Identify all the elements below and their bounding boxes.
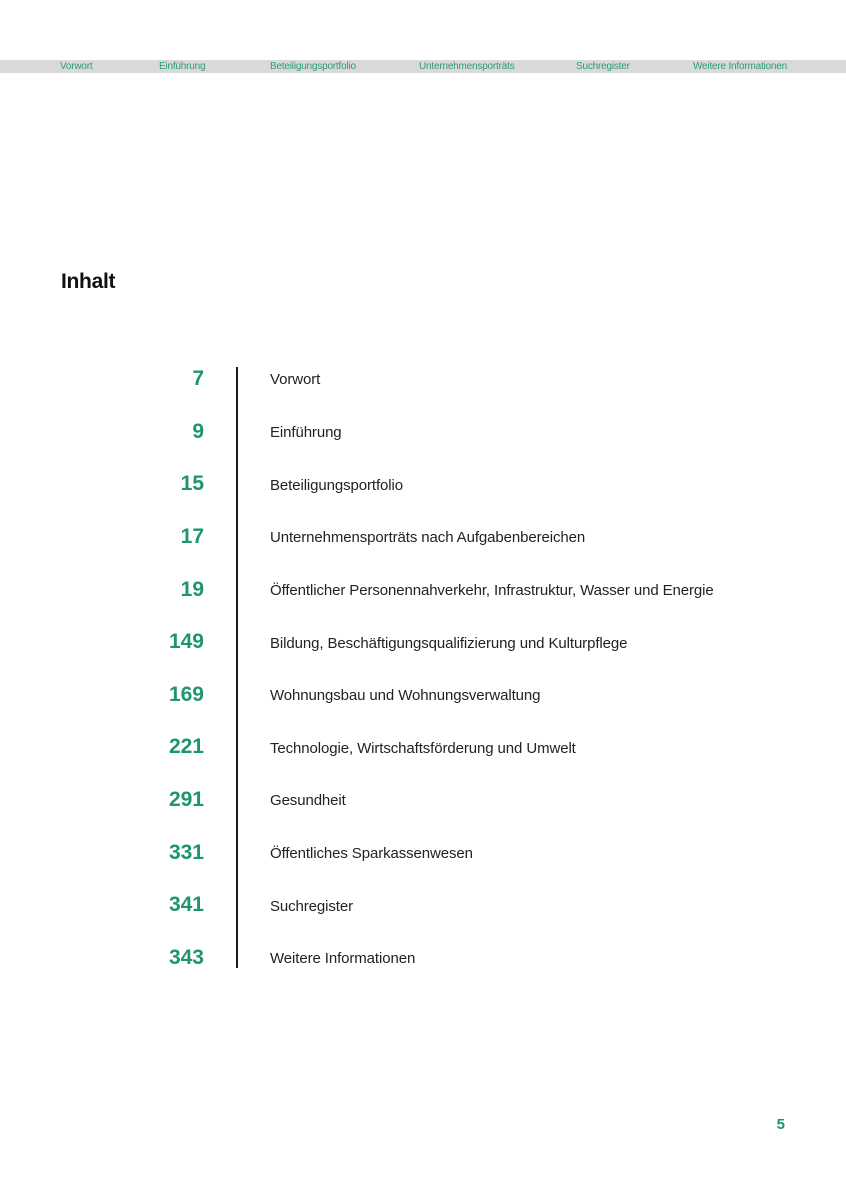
toc-page-number: 343 bbox=[168, 946, 204, 969]
toc-entry[interactable]: Öffentlicher Personennahverkehr, Infrastruktur, Wasser und Energie bbox=[270, 582, 714, 599]
toc-entry[interactable]: Suchregister bbox=[270, 898, 354, 915]
toc-entry[interactable]: Weitere Informationen bbox=[270, 950, 416, 967]
toc-entry[interactable]: Beteiligungsportfolio bbox=[270, 477, 403, 494]
toc-entry[interactable]: Bildung, Beschäftigungsqualifizierung und Kulturpflege bbox=[270, 635, 628, 652]
toc-entry[interactable]: Technologie, Wirtschaftsförderung und Umwelt bbox=[270, 740, 576, 757]
nav-link-suchregister[interactable]: Suchregister bbox=[576, 61, 630, 72]
toc-page-number: 19 bbox=[180, 578, 204, 601]
toc-entry[interactable]: Unternehmensporträts nach Aufgabenbereichen bbox=[270, 529, 586, 546]
toc-page-number: 7 bbox=[192, 367, 204, 390]
toc-entry[interactable]: Vorwort bbox=[270, 371, 321, 388]
page-number: 5 bbox=[776, 1116, 785, 1133]
toc-page-number: 291 bbox=[168, 788, 204, 811]
nav-link-unternehmensportraets[interactable]: Unternehmensporträts bbox=[419, 61, 515, 72]
toc-page-number: 17 bbox=[180, 525, 204, 548]
toc-entry[interactable]: Einführung bbox=[270, 424, 342, 441]
nav-link-beteiligungsportfolio[interactable]: Beteiligungsportfolio bbox=[270, 61, 356, 72]
toc-page-number: 341 bbox=[168, 893, 204, 916]
toc-entry[interactable]: Öffentliches Sparkassenwesen bbox=[270, 845, 473, 862]
toc-page-number: 15 bbox=[180, 472, 204, 495]
toc-page-number: 169 bbox=[168, 683, 204, 706]
nav-link-vorwort[interactable]: Vorwort bbox=[60, 61, 93, 72]
toc-entry[interactable]: Wohnungsbau und Wohnungsverwaltung bbox=[270, 687, 541, 704]
toc-page-number: 149 bbox=[168, 630, 204, 653]
toc-entry[interactable]: Gesundheit bbox=[270, 792, 346, 809]
page-title: Inhalt bbox=[61, 270, 116, 293]
nav-link-weitere-informationen[interactable]: Weitere Informationen bbox=[693, 61, 787, 72]
toc-divider bbox=[236, 367, 238, 968]
toc-page-number: 9 bbox=[192, 420, 204, 443]
toc-page-number: 221 bbox=[168, 735, 204, 758]
nav-link-einfuehrung[interactable]: Einführung bbox=[159, 61, 206, 72]
toc-page-number: 331 bbox=[168, 841, 204, 864]
